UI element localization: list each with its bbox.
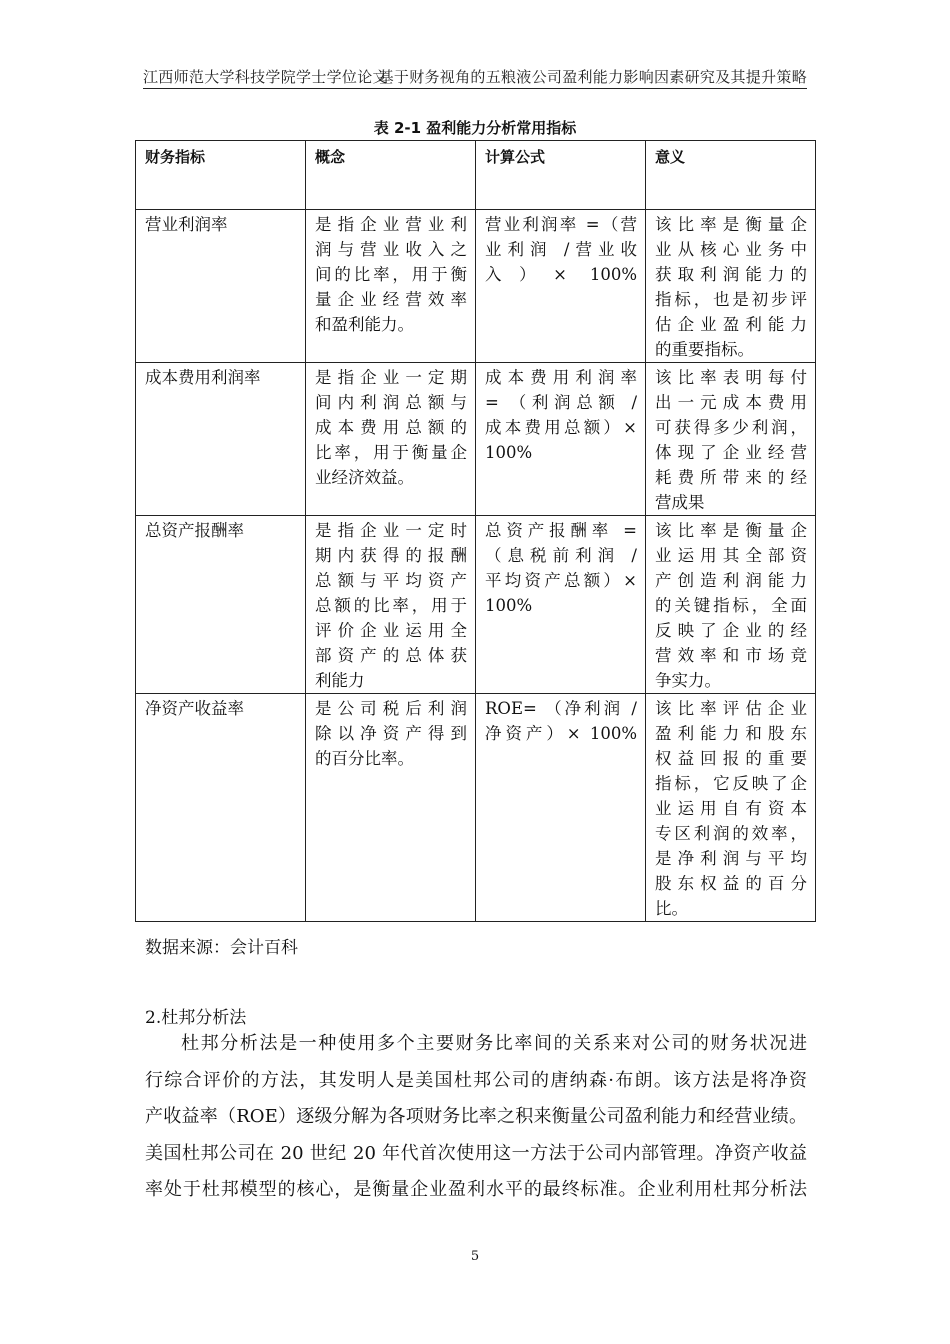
table-cell	[646, 363, 816, 516]
cell-text-line: 营业利润率	[145, 215, 228, 234]
cell-text-line: 获取利润能力的	[655, 265, 807, 284]
table-cell	[136, 694, 306, 922]
cell-text-line: 业从核心业务中	[655, 240, 807, 259]
cell-text-line: 业经济效益。	[315, 468, 414, 487]
header-left: 江西师范大学科技学院学士学位论文	[143, 68, 388, 86]
cell-text-line: 指标，也是初步评	[655, 290, 807, 309]
cell-text-line: 业运用其全部资	[655, 546, 807, 565]
cell-text-line: （息税前利润 /	[485, 546, 637, 565]
cell-text-line: 总资产报酬率 =	[485, 521, 637, 540]
table-cell	[646, 694, 816, 922]
cell-text-line: 入）× 100%	[485, 265, 637, 284]
cell-text-line: 平均资产总额）×	[485, 571, 637, 590]
cell-text-line: 产创造利润能力	[655, 571, 807, 590]
cell-text-line: 股东权益的百分	[655, 874, 807, 893]
cell-text-line: 该比率是衡量企	[655, 521, 807, 540]
table-row	[136, 363, 816, 516]
table-cell	[476, 210, 646, 363]
cell-text-line: 100%	[485, 443, 533, 462]
table-cell	[306, 694, 476, 922]
table-cell	[646, 210, 816, 363]
data-source-note: 数据来源：会计百科	[145, 938, 298, 958]
paragraph-line: 美国杜邦公司在 20 世纪 20 年代首次使用这一方法于公司内部管理。净资产收益	[145, 1142, 807, 1164]
cell-text-line: 指标，它反映了企	[655, 774, 807, 793]
table-cell	[646, 516, 816, 694]
cell-text-line: 该比率是衡量企	[655, 215, 807, 234]
table-cell	[306, 363, 476, 516]
table-caption: 表 2-1 盈利能力分析常用指标	[373, 119, 577, 137]
cell-text-line: 和盈利能力。	[315, 315, 414, 334]
table-cell	[476, 363, 646, 516]
cell-text-line: 是指企业营业利	[315, 215, 467, 234]
table-cell	[306, 210, 476, 363]
cell-text-line: 量企业经营效率	[315, 290, 467, 309]
cell-text-line: 该比率表明每付	[655, 368, 807, 387]
cell-text-line: 营成果	[655, 493, 705, 512]
cell-text-line: 成本费用利润率	[145, 368, 261, 387]
cell-text-line: 体现了企业经营	[655, 443, 807, 462]
page-number: 5	[470, 1249, 480, 1264]
cell-text-line: 争实力。	[655, 671, 721, 690]
cell-text-line: 成本费用利润率	[485, 368, 637, 387]
table-header-row	[136, 141, 816, 210]
cell-text-line: 反映了企业的经	[655, 621, 807, 640]
cell-text-line: 成本费用总额的	[315, 418, 467, 437]
cell-text-line: 除以净资产得到	[315, 724, 467, 743]
table-cell	[476, 516, 646, 694]
column-header: 计算公式	[476, 141, 646, 210]
body-paragraph	[145, 1026, 807, 1209]
cell-text-line: 利能力	[315, 671, 365, 690]
cell-text-line: 的关键指标，全面	[655, 596, 807, 615]
column-header: 概念	[306, 141, 476, 210]
cell-text-line: 成本费用总额）×	[485, 418, 637, 437]
column-header: 财务指标	[136, 141, 306, 210]
cell-text-line: 部资产的总体获	[315, 646, 467, 665]
cell-text-line: 比。	[655, 899, 688, 918]
cell-text-line: 总资产报酬率	[145, 521, 244, 540]
paragraph-line: 产收益率（ROE）逐级分解为各项财务比率之积来衡量公司盈利能力和经营业绩。	[145, 1106, 807, 1127]
cell-text-line: 润与营业收入之	[315, 240, 467, 259]
table-cell	[306, 516, 476, 694]
table-row	[136, 516, 816, 694]
cell-text-line: 专区利润的效率，	[655, 824, 807, 843]
cell-text-line: 是指企业一定期	[315, 368, 467, 387]
cell-text-line: 间内利润总额与	[315, 393, 467, 412]
cell-text-line: 盈利能力和股东	[655, 724, 807, 743]
page-header	[143, 64, 807, 89]
cell-text-line: 是公司税后利润	[315, 699, 467, 718]
table-cell	[476, 694, 646, 922]
column-header: 意义	[646, 141, 816, 210]
cell-text-line: 总额与平均资产	[315, 571, 467, 590]
paragraph-line: 率处于杜邦模型的核心，是衡量企业盈利水平的最终标准。企业利用杜邦分析法	[145, 1179, 807, 1200]
cell-text-line: 营业利润率 =（营	[485, 215, 637, 234]
cell-text-line: 可获得多少利润，	[655, 418, 807, 437]
cell-text-line: 是净利润与平均	[655, 849, 807, 868]
paragraph-line: 行综合评价的方法，其发明人是美国杜邦公司的唐纳森·布朗。该方法是将净资	[145, 1069, 807, 1091]
header-right: 基于财务视角的五粮液公司盈利能力影响因素研究及其提升策略	[378, 68, 807, 86]
table-cell	[136, 363, 306, 516]
cell-text-line: 评价企业运用全	[315, 621, 467, 640]
cell-text-line: 估企业盈利能力	[655, 315, 807, 334]
cell-text-line: 营效率和市场竞	[655, 646, 807, 665]
cell-text-line: 权益回报的重要	[655, 749, 807, 768]
cell-text-line: = （利润总额 /	[485, 393, 637, 412]
table-cell	[136, 210, 306, 363]
cell-text-line: 是指企业一定时	[315, 521, 467, 540]
cell-text-line: 业利润 /营业收	[485, 240, 637, 259]
cell-text-line: 出一元成本费用	[655, 393, 807, 412]
cell-text-line: ROE= （净利润 /	[485, 699, 637, 718]
cell-text-line: 的百分比率。	[315, 749, 414, 768]
cell-text-line: 总额的比率，用于	[315, 596, 467, 615]
cell-text-line: 间的比率，用于衡	[315, 265, 467, 284]
cell-text-line: 的重要指标。	[655, 340, 754, 359]
cell-text-line: 期内获得的报酬	[315, 546, 467, 565]
cell-text-line: 该比率评估企业	[655, 699, 807, 718]
cell-text-line: 比率，用于衡量企	[315, 443, 467, 462]
cell-text-line: 100%	[485, 596, 533, 615]
paragraph-line: 杜邦分析法是一种使用多个主要财务比率间的关系来对公司的财务状况进	[181, 1033, 807, 1054]
table-row	[136, 210, 816, 363]
table-cell	[136, 516, 306, 694]
cell-text-line: 净资产）× 100%	[485, 724, 637, 743]
cell-text-line: 净资产收益率	[145, 699, 244, 718]
cell-text-line: 耗费所带来的经	[655, 468, 807, 487]
table-row	[136, 694, 816, 922]
cell-text-line: 业运用自有资本	[655, 799, 807, 818]
indicator-table	[135, 140, 816, 922]
section-heading: 2.杜邦分析法	[145, 1008, 247, 1028]
